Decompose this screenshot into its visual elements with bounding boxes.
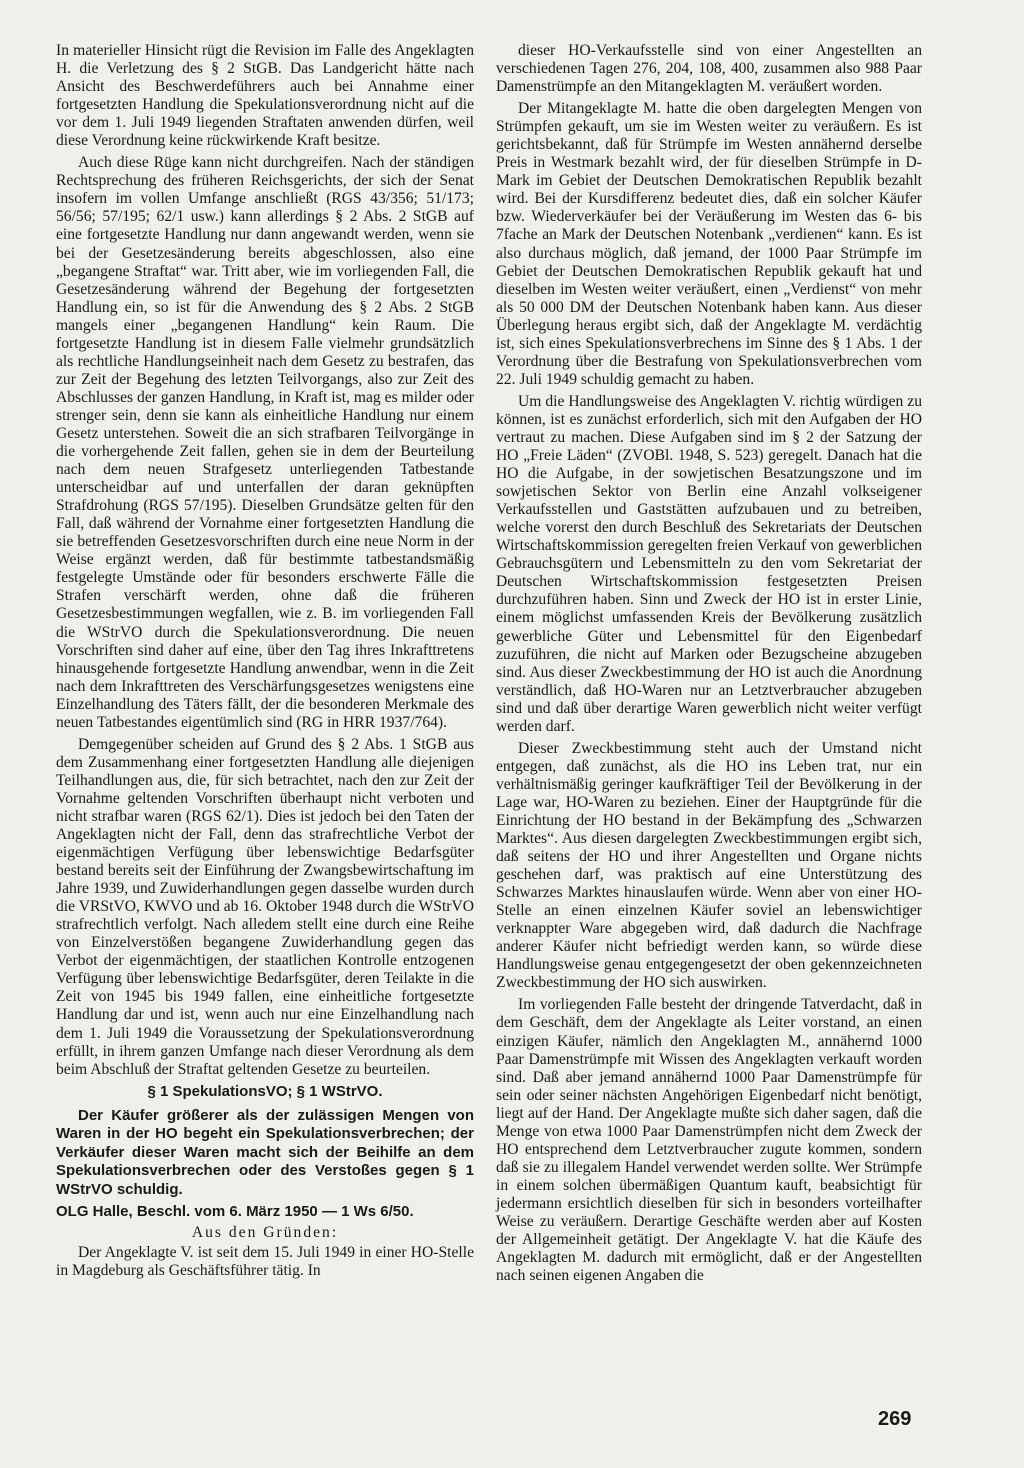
citation-heading: § 1 SpekulationsVO; § 1 WStrVO. (147, 1082, 383, 1100)
paragraph: Der Angeklagte V. ist seit dem 15. Juli 1949 in einer HO-Stelle in Magdeburg als Geschäftsführer tätig. In (56, 1243, 474, 1279)
paragraph: Auch diese Rüge kann nicht durchgreifen. Nach der ständigen Rechtsprechung des früheren Reichsgerichts, der sich der Senat insofern im vollen Umfange anschließt (RGS 43/356; 51/173; 56/56; 57/195; 62/1 usw.) kann allerdings § 2 Abs. 2 StGB auf eine fortgesetzte Handlung nur dann angewandt werden, wenn sie bei der Gesetzesänderung bereits abgeschlossen, also eine „begangene Straftat“ war. Tritt aber, wie im vorliegenden Fall, die Gesetzesänderung während der Begehung der fortgesetzten Handlung ein, so ist für die Anwendung des § 2 Abs. 2 StGB mangels einer „begangenen Handlung“ kein Raum. Die fortgesetzte Handlung ist in diesem Falle vielmehr grundsätzlich als rechtliche Handlungseinheit nach dem Gesetz zu bestrafen, das zur Zeit der Begehung des letzten Teilvorgangs, also zur Zeit des Abschlusses der ganzen Handlung, in Kraft ist, mag es milder oder strenger sein, denn sie kann als einheitliche Handlung nur einem Gesetz unterstehen. Soweit die an sich strafbaren Teilvorgänge in die vorhergehende Zeit fallen, gehen sie in dem der Beurteilung nach dem neuen Strafgesetz unterliegenden Tatbestande unterscheidbar auf und unterfallen der daran geknüpften Strafdrohung (RGS 57/195). Dieselben Grundsätze gelten für den Fall, daß während der Vornahme einer fortgesetzten Handlung die sie betreffenden Gesetzesvorschriften durch eine neue Norm in der Weise ergänzt werden, daß für bestimmte tatbestandsmäßig festgelegte Umstände oder für besonders erschwerte Fälle die Strafen verschärft werden, ohne daß die früheren Gesetzesbestimmungen wegfallen, wie z. B. im vorliegenden Fall die WStrVO durch die Spekulationsverordnung. Die neuen Vorschriften sind daher auf eine, über den Tag ihres Inkrafttretens hinausgehende fortgesetzte Handlung anwendbar, wenn in die Zeit nach dem Inkrafttreten des Verschärfungsgesetzes wenigstens eine Einzelhandlung des Täters fällt, der die besonderen Merkmale des neuen Tatbestandes eigentümlich sind (RG in HRR 1937/764). (56, 154, 474, 731)
left-column (56, 42, 474, 1284)
paragraph: Um die Handlungsweise des Angeklagten V. richtig würdigen zu können, ist es zunächst erforderlich, sich mit den Aufgaben der HO vertraut zu machen. Diese Aufgaben sind im § 2 der Satzung der HO „Freie Läden“ (ZVOBl. 1948, S. 523) geregelt. Danach hat die HO die Aufgabe, in der sowjetischen Besatzungszone und im sowjetischen Sektor von Berlin eine Anzahl volkseigener Verkaufsstellen und Gaststätten aufzubauen und zu betreiben, welche vorerst den durch Beschluß des Sekretariats der Deutschen Wirtschaftskommission geregelten freien Verkauf von gewerblichen Gebrauchsgütern und Lebensmitteln zu den vom Sekretariat der Deutschen Wirtschaftskommission festgesetzten Preisen durchzuführen haben. Sinn und Zweck der HO ist in erster Linie, einem möglichst umfassenden Kreis der Bevölkerung zusätzlich gewerbliche Güter und Lebensmittel für den Eigenbedarf zuzuführen, die nicht auf Marken oder Bezugscheine abzugeben sind. Aus dieser Zweckbestimmung der HO ist auch die Anordnung verständlich, daß HO-Waren nur an Letztverbraucher abzugeben sind und daß über derartige Waren gewerblich nicht weiter verfügt werden darf. (496, 392, 922, 735)
paragraph: dieser HO-Verkaufsstelle sind von einer Angestellten an verschiedenen Tagen 276, 204, 108, 400, zusammen also 988 Paar Damenstrümpfe an den Mitangeklagten M. veräußert worden. (496, 42, 922, 96)
right-column (496, 42, 922, 1289)
paragraph: In materieller Hinsicht rügt die Revision im Falle des Angeklagten H. die Verletzung des § 2 StGB. Das Landgericht hätte nach Ansicht des Beschwerdeführers auch bei Annahme einer fortgesetzten Handlung die Spekulationsverordnung nicht auf die vor dem 1. Juli 1949 liegenden Straftaten anwenden dürfen, weil diese Verordnung keine rückwirkende Kraft besitze. (56, 42, 474, 150)
headnote: Der Käufer größerer als der zulässigen Mengen von Waren in der HO begeht ein Spekulationsverbrechen; der Verkäufer dieser Waren macht sich der Beihilfe an dem Spekulationsverbrechen oder des Verstoßes gegen § 1 WStrVO schuldig. (56, 1107, 474, 1198)
page-number: 269 (878, 1408, 912, 1430)
paragraph: Demgegenüber scheiden auf Grund des § 2 Abs. 1 StGB aus dem Zusammenhang einer fortgesetzten Handlung alle diejenigen Teilhandlungen aus, die, für sich betrachtet, nach den zur Zeit der Vornahme geltenden Vorschriften überhaupt nicht verboten und nicht strafbar waren (RGS 62/1). Dies ist jedoch bei den Taten der Angeklagten nicht der Fall, denn das strafrechtliche Verbot der eigenmächtigen Verfügung über lebenswichtige Bedarfsgüter bestand bereits seit der Einführung der Zwangsbewirtschaftung im Jahre 1939, und Zuwiderhandlungen gegen dasselbe wurden durch die VRStVO, KWVO und ab 16. Oktober 1948 durch die WStrVO strafrechtlich verfolgt. Nach alledem stellt eine durch eine Reihe von Einzelverstößen begangene Zuwiderhandlung gegen das Verbot der eigenmächtigen, der staatlichen Kontrolle entzogenen Verfügung über lebenswichtige Bedarfsgüter, deren Teilakte in die Zeit von 1945 bis 1949 fallen, eine einheitliche fortgesetzte Handlung dar und ist, wenn auch nur eine Einzelhandlung nach dem 1. Juli 1949 die Voraussetzung der Spekulationsverordnung erfüllt, in ihrem ganzen Umfange nach dieser Verordnung als dem beim Abschluß der Straftat geltenden Gesetze zu beurteilen. (56, 735, 474, 1078)
paragraph: Dieser Zweckbestimmung steht auch der Umstand nicht entgegen, daß zunächst, als die HO ins Leben trat, nur ein verhältnismäßig geringer kaufkräftiger Teil der Bevölkerung in der Lage war, HO-Waren zu beziehen. Einer der Hauptgründe für die Einrichtung der HO bestand in der Bekämpfung des „Schwarzen Marktes“. Aus diesen dargelegten Zweckbestimmungen ergibt sich, daß seitens der HO und ihrer Angestellten und Organe nichts geschehen darf, was praktisch auf eine Unterstützung des Schwarzes Marktes hinauslaufen würde. Wenn aber von einer HO-Stelle an einen einzelnen Käufer soviel an lebenswichtiger verknappter Ware abgegeben wird, daß dadurch die Nachfrage anderer Käufer nicht befriedigt werden kann, so würde diese Handlungsweise genau entgegengesetzt der oben gekennzeichneten Zweckbestimmung der HO sich auswirken. (496, 739, 922, 992)
reasons-heading: Aus den Gründen: (191, 1223, 339, 1241)
paragraph: Im vorliegenden Falle besteht der dringende Tatverdacht, daß in dem Geschäft, dem der Angeklagte als Leiter vorstand, an einen einzigen Käufer, nämlich den Angeklagten M., annähernd 1000 Paar Damenstrümpfe mit Wissen des Angeklagten verkauft worden sind. Daß aber jemand annähernd 1000 Paar Damenstrümpfe für sein oder seiner nächsten Angehörigen Eigenbedarf nicht benötigt, liegt auf der Hand. Der Angeklagte mußte sich daher sagen, daß die Menge von etwa 1000 Paar Damenstrümpfen nicht dem Zweck der HO entsprechend dem Letztverbraucher zugute kommen, sondern daß sie zu illegalem Handel verwendet werden sollte. Wer Strümpfe in einem solchen übermäßigen Quantum kauft, beabsichtigt für jedermann ersichtlich dieselben für sich in besonders vorteilhafter Weise zu veräußern. Derartige Geschäfte werden aber auf Kosten der Allgemeinheit getätigt. Der Angeklagte V. hat die Käufe des Angeklagten M. dadurch mit ermöglicht, daß er der Angestellten nach seinen eigenen Angaben die (496, 996, 922, 1285)
paragraph: Der Mitangeklagte M. hatte die oben dargelegten Mengen von Strümpfen gekauft, um sie im Westen weiter zu veräußern. Es ist gerichtsbekannt, daß für Strümpfe im Westen annähernd derselbe Preis in Westmark bezahlt wird, der für dieselben Strümpfe in D-Mark im Gebiet der Deutschen Demokratischen Republik bezahlt wird. Bei der Kursdifferenz bedeutet dies, daß ein solcher Käufer bzw. Wiederverkäufer bei der Veräußerung im Westen das 6- bis 7fache an Mark der Deutschen Notenbank „verdienen“ kann. Es ist also durchaus möglich, daß jemand, der 1000 Paar Strümpfe im Gebiet der Deutschen Demokratischen Republik gekauft hat und dieselben im Westen weiter veräußert, einen „Verdienst“ von mehr als 50 000 DM der Deutschen Notenbank haben kann. Aus dieser Überlegung heraus ergibt sich, daß der Angeklagte M. verdächtig ist, sich eines Spekulationsverbrechens im Sinne des § 1 Abs. 1 der Verordnung über die Bestrafung von Spekulationsverbrechen vom 22. Juli 1949 schuldig gemacht zu haben. (496, 100, 922, 388)
decision-source: OLG Halle, Beschl. vom 6. März 1950 — 1 Ws 6/50. (56, 1203, 414, 1221)
